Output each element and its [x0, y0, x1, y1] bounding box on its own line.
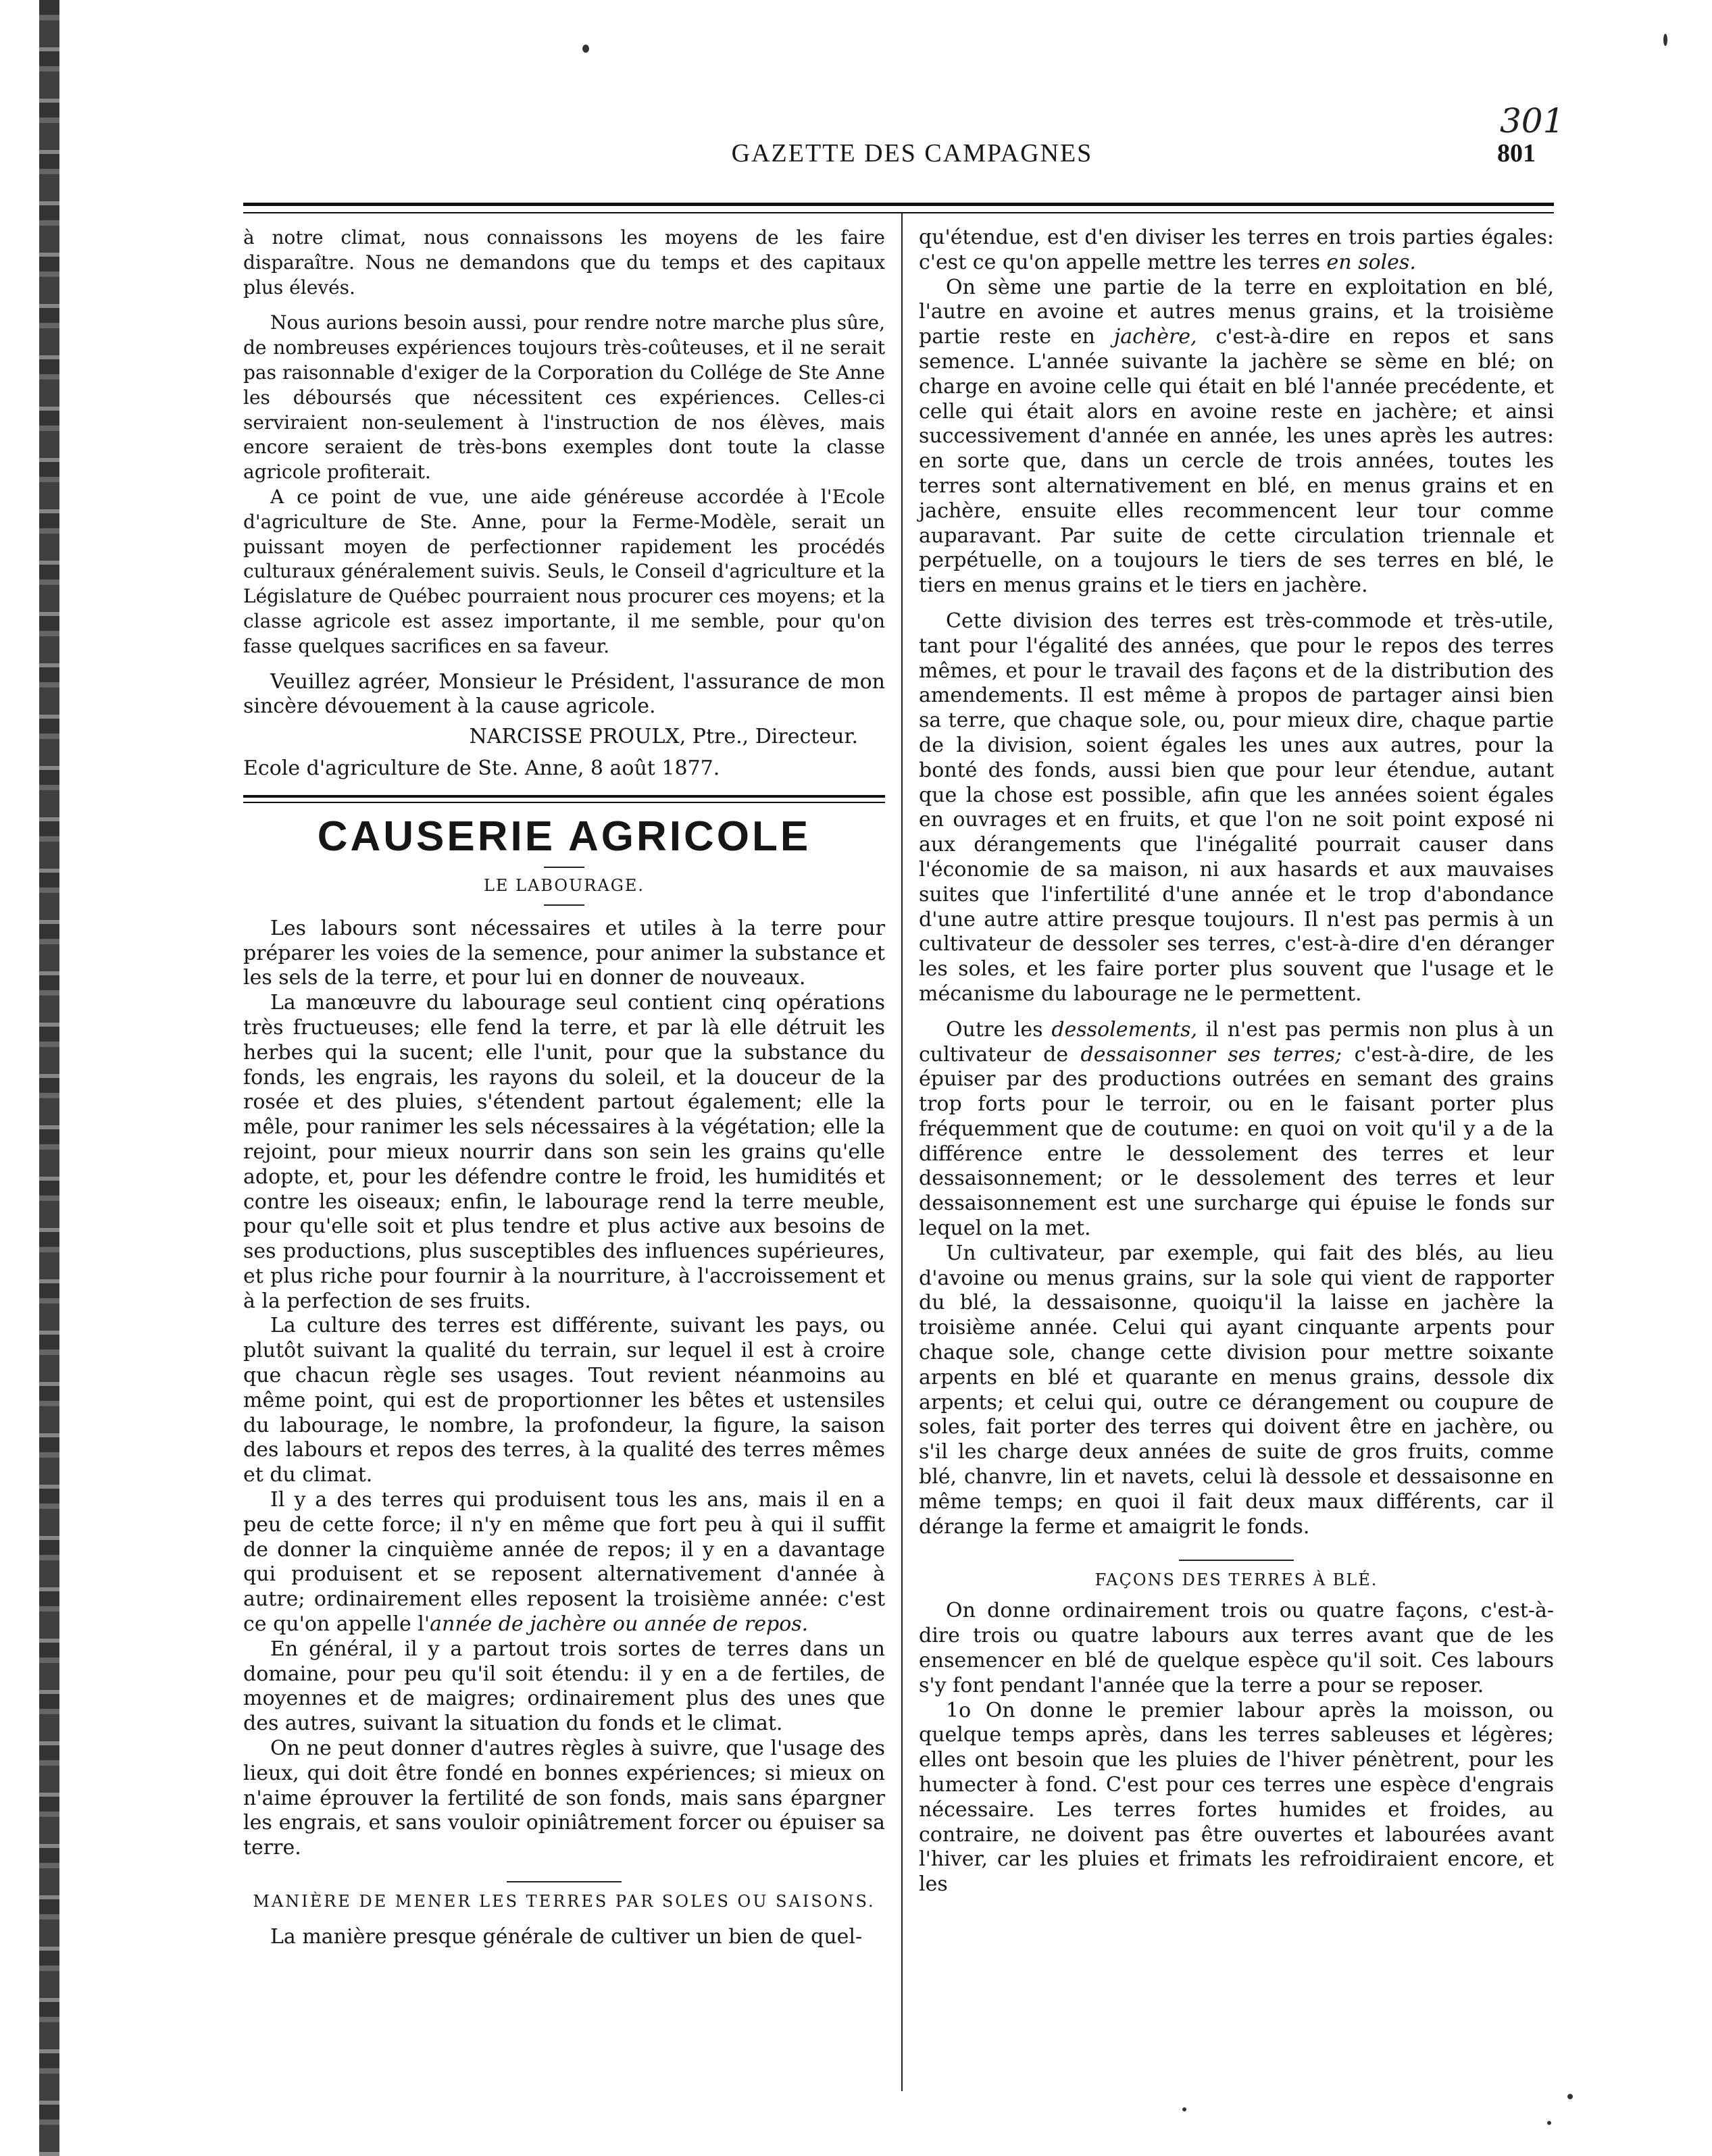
text-run: Outre les	[946, 1017, 1052, 1042]
italic-run: dessolements,	[1051, 1017, 1197, 1042]
text-run: c'est-à-dire, de les épuiser par des productions outrées en semant des grains trop forts pour le terroir, ou en le faisant porter plus fréquemment que de coutume: en quoi on voit qu'il y a de la différence entre le dessolement des terres et leur dessaisonnement; or le dessolement des terres et leur dessaisonnement est une surcharge qui épuise le fonds sur lequel on la met.	[919, 1042, 1554, 1241]
labourage-paragraph: En général, il y a partout trois sortes de terres dans un domaine, pour peu qu'il soit étendu: il y en a de fertiles, de moyennes et de maigres; ordinairement plus des unes que des autres, suivant la situation du fonds et le climat.	[243, 1637, 885, 1736]
column-divider	[901, 213, 903, 2091]
seme-paragraph	[919, 276, 1554, 598]
running-title: GAZETTE DES CAMPAGNES	[731, 139, 1093, 168]
section-break-rule	[507, 1881, 622, 1882]
italic-run: en soles.	[1326, 250, 1416, 274]
italic-run: année de jachère ou année de repos.	[430, 1612, 809, 1637]
section-title: CAUSERIE AGRICOLE	[317, 813, 811, 860]
right-column	[919, 226, 1554, 1897]
page-number: 801	[1497, 139, 1536, 168]
scan-speck	[582, 45, 589, 53]
letter-paragraph: à notre climat, nous connaissons les moyens de les faire disparaître. Nous ne demandons que du temps et des capitaux plus élevés.	[243, 226, 885, 299]
facons-title: FAÇONS DES TERRES À BLÉ.	[1094, 1570, 1378, 1590]
header-rule	[243, 203, 1554, 206]
subtitle-rule	[544, 904, 584, 906]
text-run: c'est-à-dire en repos et sans semence. L'année suivante la jachère se sème en blé; on charge en avoine celle qui était en blé l'année precédente, et celle qui était alors en avoine reste en jachère; et ainsi successivement d'année en année, les unes après les autres: en sorte que, dans un cercle de trois années, toutes les terres sont alternativement en blé, en menus grains et en jachère, ensuite elles recommencent leur tour comme auparavant. Par suite de cette circulation triennale et perpétuelle, on a toujours le tiers de ses terres en blé, le tiers en menus grains et le tiers en jachère.	[919, 325, 1554, 598]
letter-closing: Veuillez agréer, Monsieur le Président, l'assurance de mon sincère dévouement à la cause agricole.	[243, 669, 885, 719]
scan-speck	[1663, 34, 1667, 46]
labourage-paragraph: Les labours sont nécessaires et utiles à la terre pour préparer les voies de la semence, pour animer la substance et les sels de la terre, et pour lui en donner de nouveaux.	[243, 916, 885, 990]
text-run: qu'étendue, est d'en diviser les terres en trois parties égales: c'est ce qu'on appelle mettre les terres	[919, 226, 1554, 274]
handwritten-page-number: 301	[1500, 101, 1565, 140]
title-rule	[544, 867, 584, 868]
jachere-paragraph	[243, 1488, 885, 1637]
letter-dateline: Ecole d'agriculture de Ste. Anne, 8 août 1877.	[243, 756, 720, 780]
letter-signature: NARCISSE PROULX, Ptre., Directeur.	[469, 725, 858, 749]
premier-paragraph: 1o On donne le premier labour après la moisson, ou quelque temps après, dans les terres sableuses et légères; elles ont besoin que les pluies de l'hiver pénètrent, pour les humecter à fond. C'est pour ces terres une espèce d'engrais nécessaire. Les terres fortes humides et froides, au contraire, ne doivent pas être ouvertes et labourées avant l'hiver, car les pluies et frimats les refroidiraient encore, et les	[919, 1698, 1554, 1897]
labourage-paragraph: La culture des terres est différente, suivant les pays, ou plutôt suivant la qualité du terrain, sur lequel il est à croire que chacun règle ses usages. Tout revient néanmoins au même point, qui est de proportionner les bêtes et ustensiles du labourage, le nombre, la profondeur, la figure, la saison des labours et repos des terres, à la qualité des terres mêmes et du climat.	[243, 1314, 885, 1487]
cultivateur-paragraph: Un cultivateur, par exemple, qui fait des blés, au lieu d'avoine ou menus grains, sur la sole qui vient de rapporter du blé, la dessaisonne, quoiqu'il la laisse en jachère la troisième année. Celui qui ayant cinquante arpents pour chaque sole, change cette division pour mettre soixante arpents en blé et quarante en menus grains, dessole dix arpents; et celui qui, outre ce dérangement ou coupure de soles, fait porter des terres qui doivent être en jachère, ou s'il les charge deux années de suite de gros fruits, comme blé, chanvre, lin et navets, celui là dessole et dessaisonne en même temps; en quoi il fait deux maux différents, car il dérange la ferme et amaigrit le fonds.	[919, 1241, 1554, 1539]
section-subtitle: LE LABOURAGE.	[483, 875, 645, 895]
letter-paragraph: Nous aurions besoin aussi, pour rendre notre marche plus sûre, de nombreuses expériences toujours très-coûteuses, et il ne serait pas raisonnable d'exiger de la Corporation du Collége de Ste Anne les déboursés que nécessitent ces expériences. Celles-ci serviraient non-seulement à l'instruction de nos élèves, mais encore seraient de très-bons exemples dont toute la classe agricole profiterait.	[243, 311, 885, 484]
italic-run: jachère,	[1113, 325, 1197, 349]
labourage-paragraph: La manœuvre du labourage seul contient cinq opérations très fructueuses; elle fend la terre, et par là elle détruit les herbes qui la sucent; elle l'unit, pour que la substance du fonds, les engrais, les rayons du soleil, et la douceur de la rosée et des pluies, s'étendent partout également; elle la mêle, pour ranimer les sels nécessaires à la végétation; elle la rejoint, pour mieux nourrir dans son sein les grains qu'elle adopte, et, pour les défendre contre le froid, les humidités et contre les oiseaux; enfin, le labourage rend la terre meuble, pour qu'elle soit et plus tendre et plus active aux besoins de ses productions, plus susceptibles des influences supérieures, et plus riche pour fournir à la nourriture, à l'accroissement et à la perfection de ses fruits.	[243, 991, 885, 1313]
header-rule-thin	[243, 212, 1554, 213]
text-run: On sème une partie de la terre en exploitation en blé, l'autre en avoine et autres menus grains, et la troisième partie reste en	[919, 275, 1554, 349]
section-rule	[243, 795, 885, 803]
text-run: Il y a des terres qui produisent tous les ans, mais il en a peu de cette force; il n'y en même que fort peu à qui il suffit de donner la cinquième année de repos; il y en a davantage qui produisent et se reposent alternativement d'année à autre; ordinairement elles reposent la troisième année: c'est ce qu'on appelle l'	[243, 1488, 885, 1637]
soles-paragraph-cont	[919, 226, 1554, 276]
text-run: il n'est pas permis non plus à un cultivateur de	[919, 1017, 1554, 1067]
scan-speck	[1547, 2121, 1551, 2125]
soles-title: MANIÈRE DE MENER LES TERRES PAR SOLES OU SAISONS.	[253, 1892, 876, 1911]
labourage-paragraph: On ne peut donner d'autres règles à suivre, que l'usage des lieux, qui doit être fondé en bonnes expériences; si mieux on n'aime éprouver la fertilité de son fonds, mais sans épargner les engrais, et sans vouloir opiniâtrement forcer ou épuiser sa terre.	[243, 1737, 885, 1860]
page-binding-edge	[39, 0, 59, 2156]
scan-speck	[1567, 2094, 1573, 2099]
letter-paragraph: A ce point de vue, une aide généreuse accordée à l'Ecole d'agriculture de Ste. Anne, pour la Ferme-Modèle, serait un puissant moyen de perfectionner rapidement les procédés culturaux généralement suivis. Seuls, le Conseil d'agriculture et la Législature de Québec pourraient nous procurer ces moyens; et la classe agricole est assez importante, il me semble, pour qu'on fasse quelques sacrifices en sa faveur.	[243, 485, 885, 657]
scan-speck	[1182, 2107, 1186, 2111]
italic-run: dessaisonner ses terres;	[1080, 1042, 1342, 1067]
section-break-rule	[1179, 1560, 1294, 1561]
soles-paragraph-start: La manière presque générale de cultiver un bien de quel-	[270, 1924, 863, 1949]
division-paragraph: Cette division des terres est très-commode et très-utile, tant pour l'égalité des années, que pour le repos des terres mêmes, et pour le travail des façons et de la distribution des amendements. Il est même à propos de partager ainsi bien sa terre, que chaque sole, ou, pour mieux dire, chaque partie de la division, soient égales les unes aux autres, pour la bonté des fonds, aussi bien que pour leur étendue, autant que la chose est possible, afin que les années soient égales en ouvrages et en fruits, et que l'on ne soit point exposé ni aux dérangements que l'inégalité pourrait causer dans l'économie de sa maison, ni aux hasards et aux mauvaises suites que l'infertilité d'une année et le trop d'abondance d'une autre attire presque toujours. Il n'est pas permis à un cultivateur de dessoler ses terres, c'est-à-dire d'en déranger les soles, et les faire porter plus souvent que l'usage et le mécanisme du labourage ne le permettent.	[919, 609, 1554, 1006]
facons-paragraph: On donne ordinairement trois ou quatre façons, c'est-à-dire trois ou quatre labours aux terres avant que de les ensemencer en blé de quelque espèce qu'il soit. Ces labours s'y font pendant l'année que la terre a pour se reposer.	[919, 1599, 1554, 1697]
dessolements-paragraph	[919, 1018, 1554, 1241]
left-column	[243, 226, 885, 1950]
